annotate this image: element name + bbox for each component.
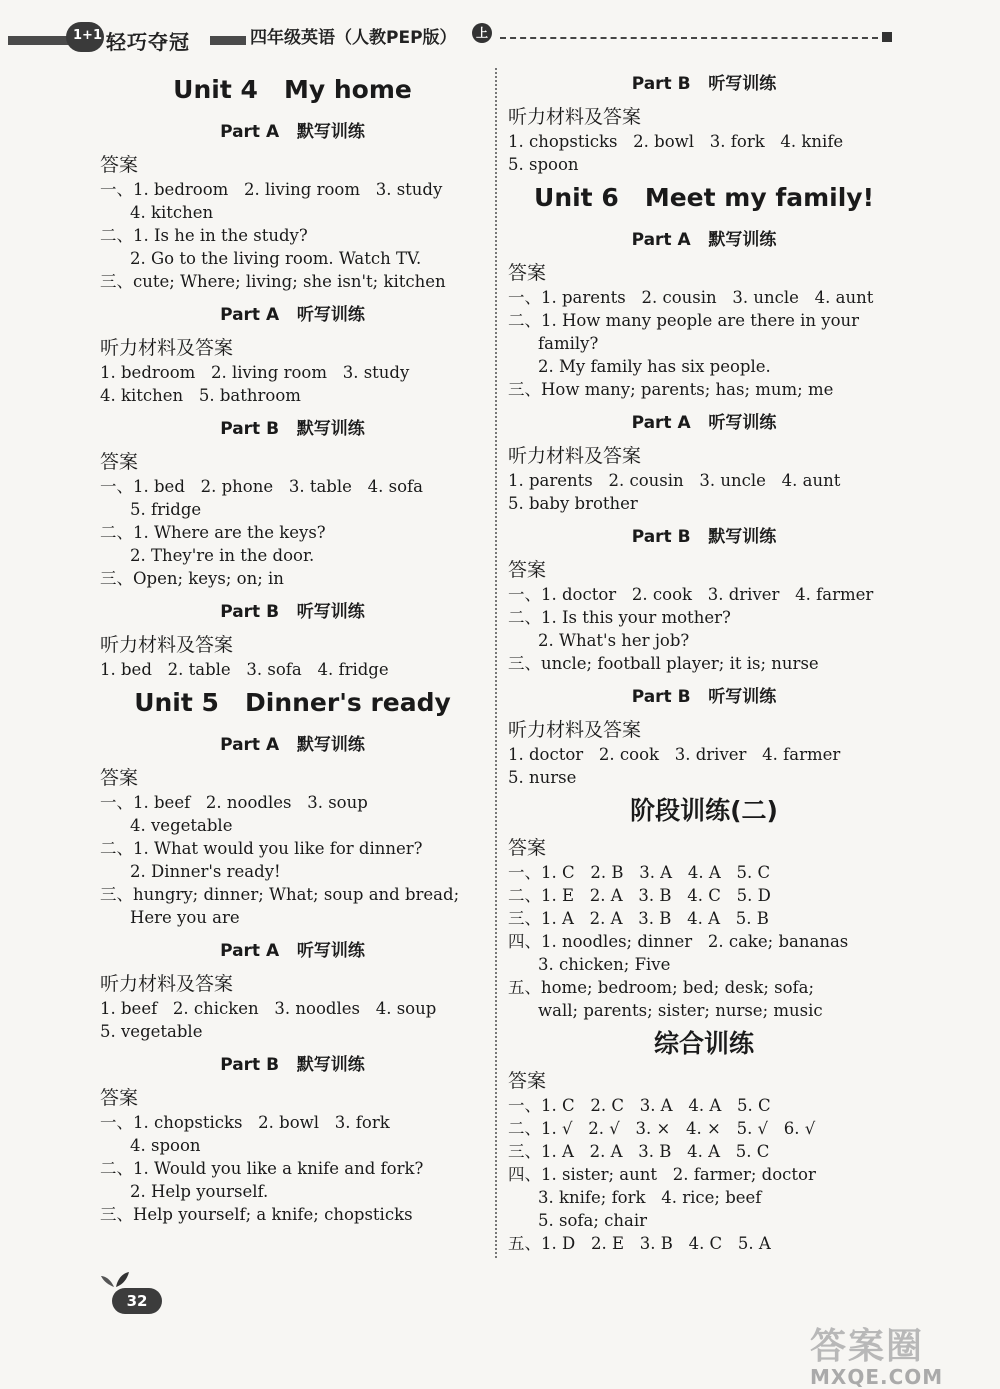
answer-line: 一、1. beef 2. noodles 3. soup [100,793,368,812]
part-heading: Part A 默写训练 [220,122,365,142]
answer-line: 一、1. doctor 2. cook 3. driver 4. farmer [508,585,874,604]
answer-line: 二、1. √ 2. √ 3. × 4. × 5. √ 6. √ [508,1119,816,1138]
page-header [0,18,1000,54]
unit-heading: Unit 4 My home [173,75,412,104]
answer-line-continued: family? [538,334,599,353]
part-heading: Part B 默写训练 [631,527,777,547]
answer-line: 三、Open; keys; on; in [100,569,284,588]
answer-line: 三、How many; parents; has; mum; me [508,380,834,399]
logo-badge: 1+1 [66,22,104,52]
answer-line: 二、1. Where are the keys? [100,523,326,542]
answer-label: 答案 [100,451,139,473]
answer-label: 答案 [100,767,139,789]
logo-text: 轻巧夺冠 [106,30,190,54]
answer-line: 一、1. bed 2. phone 3. table 4. sofa [100,477,423,496]
part-heading: Part A 默写训练 [631,230,777,250]
answer-line: 1. chopsticks 2. bowl 3. fork 4. knife [508,132,844,151]
answer-line-continued: 4. kitchen [130,203,214,222]
part-heading: Part B 默写训练 [220,1055,365,1075]
answer-label: 答案 [100,154,139,176]
answer-line: 二、1. Is this your mother? [508,608,731,627]
unit-heading: Unit 6 Meet my family! [534,183,874,212]
answer-line-continued: 4. vegetable [130,816,233,835]
answer-line: 二、1. Would you like a knife and fork? [100,1159,424,1178]
answer-line: 二、1. E 2. A 3. B 4. C 5. D [508,886,771,905]
answer-line-continued: 2. Help yourself. [130,1182,269,1201]
answer-line: 四、1. noodles; dinner 2. cake; bananas [508,932,849,951]
answer-line: 1. bed 2. table 3. sofa 4. fridge [100,660,389,679]
answer-line: 5. vegetable [100,1022,203,1041]
answer-line: 三、1. A 2. A 3. B 4. A 5. C [508,1142,770,1161]
header-square-icon [882,32,892,42]
answer-line: 1. parents 2. cousin 3. uncle 4. aunt [508,471,841,490]
answer-line: 5. nurse [508,768,577,787]
answer-line: 三、hungry; dinner; What; soup and bread; [100,885,460,904]
answer-label: 听力材料及答案 [508,445,642,467]
part-heading: Part A 听写训练 [220,941,365,961]
watermark-logo [810,1318,990,1389]
answer-line: 4. kitchen 5. bathroom [100,386,301,405]
part-heading: Part A 听写训练 [631,413,777,433]
header-dashed-rule [500,37,878,39]
series-logo [66,22,212,52]
answer-line: 一、1. C 2. C 3. A 4. A 5. C [508,1096,771,1115]
answer-line-continued: Here you are [130,908,240,927]
answer-line: 5. baby brother [508,494,638,513]
answer-line: 一、1. C 2. B 3. A 4. A 5. C [508,863,771,882]
answer-line-continued: 5. sofa; chair [538,1211,648,1230]
header-bar-mid [210,36,246,45]
answer-line: 二、1. What would you like for dinner? [100,839,423,858]
answer-label: 答案 [100,1087,139,1109]
unit-heading: 阶段训练(二) [630,796,778,825]
watermark-text: 答案圈 [810,1326,925,1367]
unit-heading: Unit 5 Dinner's ready [134,688,451,717]
answer-line: 二、1. Is he in the study? [100,226,308,245]
answer-label: 答案 [508,262,547,284]
leaf-icon [100,1270,130,1288]
part-heading: Part B 默写训练 [220,419,365,439]
answer-label: 听力材料及答案 [100,973,234,995]
answer-line: 5. spoon [508,155,579,174]
volume-badge: 上 [472,23,492,43]
answer-line: 二、1. How many people are there in your [508,311,860,330]
answer-line: 三、cute; Where; living; she isn't; kitchen [100,272,446,291]
answer-line: 三、1. A 2. A 3. B 4. A 5. B [508,909,769,928]
answer-line-continued: 3. knife; fork 4. rice; beef [538,1188,762,1207]
answer-label: 听力材料及答案 [508,719,642,741]
answer-label: 听力材料及答案 [100,337,234,359]
answer-line: 五、home; bedroom; bed; desk; sofa; [508,978,815,997]
part-heading: Part B 听写训练 [631,74,777,94]
answer-line: 一、1. parents 2. cousin 3. uncle 4. aunt [508,288,874,307]
answer-label: 答案 [508,837,547,859]
answer-line-continued: 2. Go to the living room. Watch TV. [130,249,422,268]
answer-line: 三、Help yourself; a knife; chopsticks [100,1205,413,1224]
answer-line: 五、1. D 2. E 3. B 4. C 5. A [508,1234,771,1253]
answer-line-continued: 3. chicken; Five [538,955,671,974]
answer-label: 答案 [508,1070,547,1092]
answer-label: 答案 [508,559,547,581]
answer-label: 听力材料及答案 [508,106,642,128]
answer-line-continued: 2. Dinner's ready! [130,862,281,881]
book-title: 四年级英语（人教PEP版） [250,28,457,48]
column-divider [495,68,497,1258]
page-number: 32 [112,1288,162,1314]
answer-line-continued: 2. What's her job? [538,631,690,650]
left-column [100,70,485,1226]
answer-line: 1. bedroom 2. living room 3. study [100,363,410,382]
answer-line: 1. beef 2. chicken 3. noodles 4. soup [100,999,437,1018]
right-column [508,70,900,1255]
answer-line-continued: 4. spoon [130,1136,201,1155]
part-heading: Part A 听写训练 [220,305,365,325]
answer-line: 一、1. chopsticks 2. bowl 3. fork [100,1113,390,1132]
answer-line: 一、1. bedroom 2. living room 3. study [100,180,443,199]
answer-line-continued: 2. They're in the door. [130,546,315,565]
watermark-url: MXQE.COM [810,1365,944,1389]
part-heading: Part A 默写训练 [220,735,365,755]
answer-line-continued: wall; parents; sister; nurse; music [538,1001,823,1020]
answer-line: 1. doctor 2. cook 3. driver 4. farmer [508,745,841,764]
answer-line-continued: 2. My family has six people. [538,357,771,376]
part-heading: Part B 听写训练 [220,602,365,622]
answer-line: 四、1. sister; aunt 2. farmer; doctor [508,1165,816,1184]
part-heading: Part B 听写训练 [631,687,777,707]
answer-line: 三、uncle; football player; it is; nurse [508,654,819,673]
header-bar-left [8,36,70,45]
unit-heading: 综合训练 [653,1029,754,1058]
answer-line-continued: 5. fridge [130,500,202,519]
answer-label: 听力材料及答案 [100,634,234,656]
